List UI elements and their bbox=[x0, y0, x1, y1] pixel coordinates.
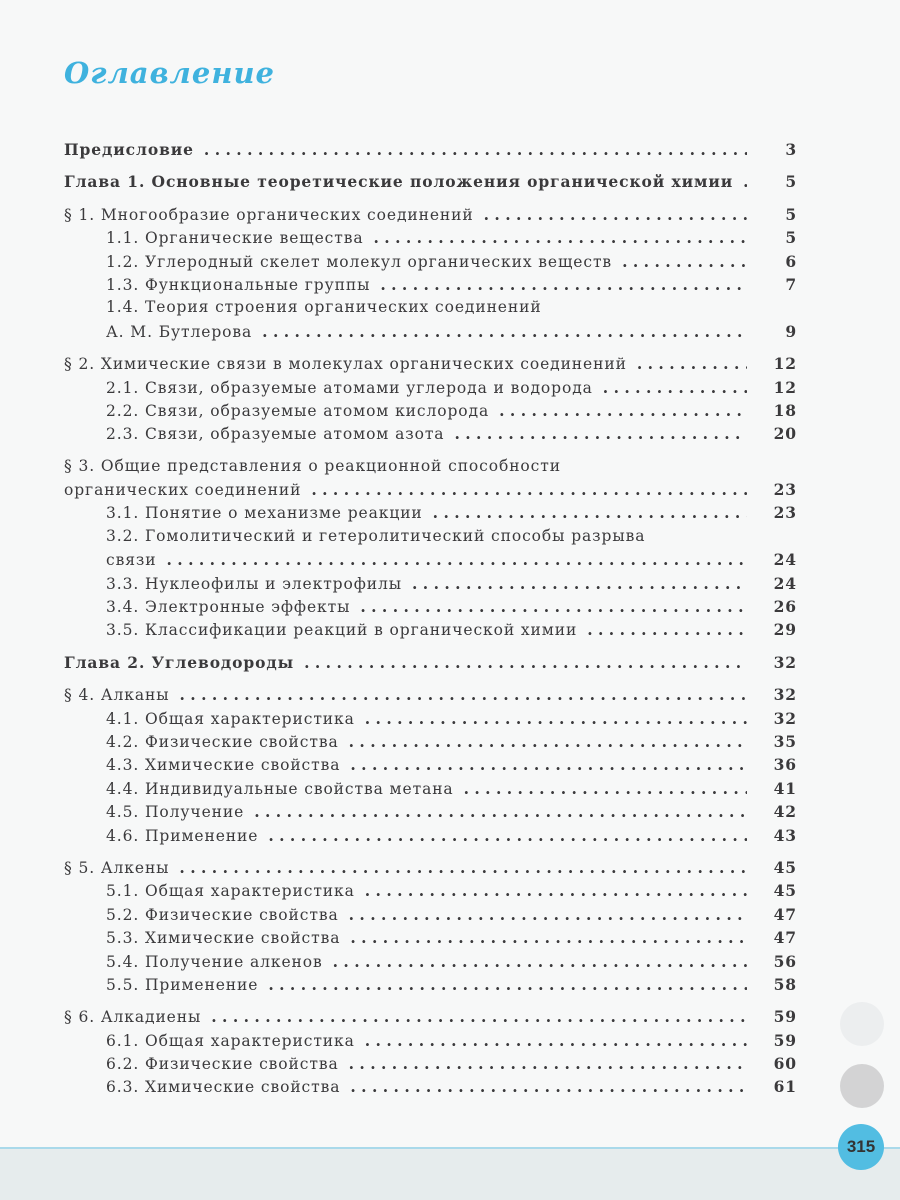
toc-entry-page: 43 bbox=[773, 825, 797, 845]
toc-entry-title: § 4. Алканы bbox=[64, 686, 170, 705]
toc-entry-page: 9 bbox=[785, 321, 797, 341]
toc-entry-page: 32 bbox=[773, 708, 797, 728]
toc-entry-title: 4.5. Получение bbox=[106, 803, 245, 822]
toc-entry-page: 45 bbox=[773, 881, 797, 901]
toc-entry-page: 26 bbox=[773, 597, 797, 617]
dot-leader bbox=[311, 480, 747, 499]
toc-entry-title: 6.3. Химические свойства bbox=[106, 1078, 341, 1097]
dot-leader bbox=[268, 826, 747, 845]
toc-entry-title: 1.2. Углеродный скелет молекул органических веществ bbox=[106, 252, 613, 271]
toc-entry-title: 3.5. Классификации реакций в органической химии bbox=[106, 621, 578, 640]
footer-band bbox=[0, 1147, 900, 1200]
toc-entry bbox=[64, 732, 797, 755]
toc-entry bbox=[64, 1054, 797, 1077]
dot-leader bbox=[587, 620, 747, 639]
dot-leader bbox=[211, 1007, 747, 1026]
toc-entry bbox=[64, 322, 797, 345]
dot-leader bbox=[204, 140, 747, 159]
toc-entry-page: 56 bbox=[773, 951, 797, 971]
dot-leader bbox=[365, 881, 747, 900]
toc-entry-page: 7 bbox=[785, 274, 797, 294]
toc-entry-page: 36 bbox=[773, 755, 797, 775]
toc-entry bbox=[64, 172, 797, 195]
dot-leader bbox=[254, 802, 747, 821]
toc-entry-title: 3.4. Электронные эффекты bbox=[106, 598, 351, 617]
toc-entry-page: 59 bbox=[773, 1030, 797, 1050]
toc-entry-page: 3 bbox=[785, 140, 797, 159]
dot-leader bbox=[349, 732, 747, 751]
toc-entry bbox=[64, 653, 797, 676]
toc-entry bbox=[64, 826, 797, 849]
dot-leader bbox=[349, 905, 747, 924]
toc-entry-page: 41 bbox=[773, 778, 797, 798]
decorative-circle-gray bbox=[840, 1064, 884, 1108]
toc-entry-title: 2.2. Связи, образуемые атомом кислорода bbox=[106, 401, 490, 420]
toc-entry-page: 47 bbox=[773, 904, 797, 924]
toc-entry-title: А. М. Бутлерова bbox=[106, 322, 253, 341]
toc-entry-page: 32 bbox=[773, 652, 797, 672]
toc-entry bbox=[64, 424, 797, 447]
dot-leader bbox=[743, 172, 747, 191]
toc-entry bbox=[64, 952, 797, 975]
toc-entry bbox=[64, 1031, 797, 1054]
dot-leader bbox=[268, 975, 747, 994]
dot-leader bbox=[603, 378, 747, 397]
toc-entry-title: 6.2. Физические свойства bbox=[106, 1055, 339, 1074]
toc-entry-title: 4.2. Физические свойства bbox=[106, 732, 339, 751]
toc-entry bbox=[64, 354, 797, 377]
dot-leader bbox=[365, 709, 747, 728]
toc-entry bbox=[64, 881, 797, 904]
toc-entry bbox=[64, 401, 797, 424]
toc-entry-title: 5.3. Химические свойства bbox=[106, 929, 341, 948]
toc-entry-page: 5 bbox=[785, 204, 797, 224]
dot-leader bbox=[333, 952, 747, 971]
toc-entry bbox=[64, 457, 797, 480]
toc-entry-page: 47 bbox=[773, 928, 797, 948]
dot-leader bbox=[373, 228, 747, 247]
dot-leader bbox=[380, 275, 747, 294]
toc-entry bbox=[64, 140, 797, 163]
toc-entry-title: § 1. Многообразие органических соединений bbox=[64, 205, 474, 224]
page-title: Оглавление bbox=[64, 56, 275, 90]
toc-entry-title: 1.1. Органические вещества bbox=[106, 229, 364, 248]
toc-entry bbox=[64, 620, 797, 643]
toc-entry bbox=[64, 378, 797, 401]
toc-entry bbox=[64, 503, 797, 526]
toc-entry-title: 1.3. Функциональные группы bbox=[106, 275, 371, 294]
toc-entry bbox=[64, 228, 797, 251]
toc-entry-title: 2.3. Связи, образуемые атомом азота bbox=[106, 425, 445, 444]
toc-entry bbox=[64, 779, 797, 802]
toc-entry-page: 24 bbox=[773, 573, 797, 593]
dot-leader bbox=[365, 1031, 747, 1050]
toc-entry-page: 6 bbox=[785, 251, 797, 271]
toc-entry-title: 5.4. Получение алкенов bbox=[106, 952, 323, 971]
toc-entry-title: связи bbox=[106, 551, 157, 570]
toc-entry-title: 5.5. Применение bbox=[106, 975, 259, 994]
toc-entry-title: § 6. Алкадиены bbox=[64, 1008, 202, 1027]
toc-entry-page: 23 bbox=[773, 503, 797, 523]
toc-entry bbox=[64, 527, 797, 550]
toc-entry-page: 23 bbox=[773, 480, 797, 500]
toc-entry bbox=[64, 275, 797, 298]
toc-entry bbox=[64, 975, 797, 998]
toc-entry bbox=[64, 858, 797, 881]
toc-entry bbox=[64, 1077, 797, 1100]
toc-entry-page: 5 bbox=[785, 172, 797, 192]
toc-entry bbox=[64, 597, 797, 620]
toc-entry bbox=[64, 755, 797, 778]
dot-leader bbox=[179, 858, 747, 877]
toc-entry-page: 20 bbox=[773, 424, 797, 444]
toc-entry-page: 59 bbox=[773, 1007, 797, 1027]
toc-entry-page: 29 bbox=[773, 620, 797, 640]
toc-entry-title: 3.1. Понятие о механизме реакции bbox=[106, 504, 423, 523]
toc-entry bbox=[64, 905, 797, 928]
toc-entry-page: 60 bbox=[773, 1054, 797, 1074]
dot-leader bbox=[622, 252, 747, 271]
dot-leader bbox=[350, 928, 747, 947]
dot-leader bbox=[412, 574, 747, 593]
dot-leader bbox=[166, 550, 747, 569]
toc-entry-page: 18 bbox=[773, 400, 797, 420]
dot-leader bbox=[350, 1077, 747, 1096]
toc-entry-title: § 3. Общие представления о реакционной способности bbox=[64, 456, 561, 475]
toc-entry-title: § 2. Химические связи в молекулах органических соединений bbox=[64, 355, 627, 374]
toc-entry-title: 2.1. Связи, образуемые атомами углерода и водорода bbox=[106, 378, 593, 397]
toc-entry-page: 12 bbox=[773, 377, 797, 397]
dot-leader bbox=[360, 597, 747, 616]
toc-entry bbox=[64, 928, 797, 951]
toc-entry bbox=[64, 574, 797, 597]
toc-entry bbox=[64, 1007, 797, 1030]
dot-leader bbox=[637, 354, 747, 373]
toc-entry-title: Глава 2. Углеводороды bbox=[64, 652, 295, 672]
toc-entry bbox=[64, 298, 797, 321]
toc-entry-title: 6.1. Общая характеристика bbox=[106, 1031, 355, 1050]
toc-entry-title: § 5. Алкены bbox=[64, 858, 170, 877]
dot-leader bbox=[433, 503, 747, 522]
toc-entry bbox=[64, 550, 797, 573]
toc-entry-page: 45 bbox=[773, 857, 797, 877]
toc-entry bbox=[64, 252, 797, 275]
toc-entry bbox=[64, 480, 797, 503]
toc-entry-title: 4.1. Общая характеристика bbox=[106, 709, 355, 728]
toc-entry-title: 3.2. Гомолитический и гетеролитический способы разрыва bbox=[106, 526, 646, 545]
toc-entry bbox=[64, 685, 797, 708]
dot-leader bbox=[454, 424, 747, 443]
table-of-contents bbox=[64, 140, 797, 1101]
toc-entry-page: 32 bbox=[773, 685, 797, 705]
dot-leader bbox=[262, 322, 747, 341]
toc-entry-title: 5.1. Общая характеристика bbox=[106, 882, 355, 901]
toc-entry bbox=[64, 205, 797, 228]
dot-leader bbox=[350, 755, 747, 774]
toc-entry-title: 1.4. Теория строения органических соединений bbox=[106, 298, 542, 317]
toc-entry-page: 24 bbox=[773, 550, 797, 570]
dot-leader bbox=[484, 205, 747, 224]
toc-entry-page: 42 bbox=[773, 802, 797, 822]
toc-entry-page: 61 bbox=[773, 1077, 797, 1097]
dot-leader bbox=[179, 685, 747, 704]
page-number-badge: 315 bbox=[838, 1124, 884, 1170]
toc-entry-title: 4.6. Применение bbox=[106, 826, 259, 845]
dot-leader bbox=[499, 401, 747, 420]
dot-leader bbox=[464, 779, 747, 798]
toc-entry bbox=[64, 709, 797, 732]
toc-entry-title: 4.3. Химические свойства bbox=[106, 756, 341, 775]
toc-entry-page: 5 bbox=[785, 228, 797, 248]
decorative-circle-light bbox=[840, 1002, 884, 1046]
toc-entry-page: 58 bbox=[773, 974, 797, 994]
dot-leader bbox=[349, 1054, 747, 1073]
toc-entry-title: Предисловие bbox=[64, 140, 194, 159]
toc-entry-page: 12 bbox=[773, 354, 797, 374]
toc-entry-title: Глава 1. Основные теоретические положения органической химии bbox=[64, 172, 734, 192]
toc-entry-title: органических соединений bbox=[64, 481, 302, 500]
toc-entry-page: 35 bbox=[773, 731, 797, 751]
toc-entry-title: 5.2. Физические свойства bbox=[106, 905, 339, 924]
dot-leader bbox=[304, 653, 747, 672]
toc-entry-title: 4.4. Индивидуальные свойства метана bbox=[106, 779, 454, 798]
toc-entry-title: 3.3. Нуклеофилы и электрофилы bbox=[106, 574, 402, 593]
toc-entry bbox=[64, 802, 797, 825]
